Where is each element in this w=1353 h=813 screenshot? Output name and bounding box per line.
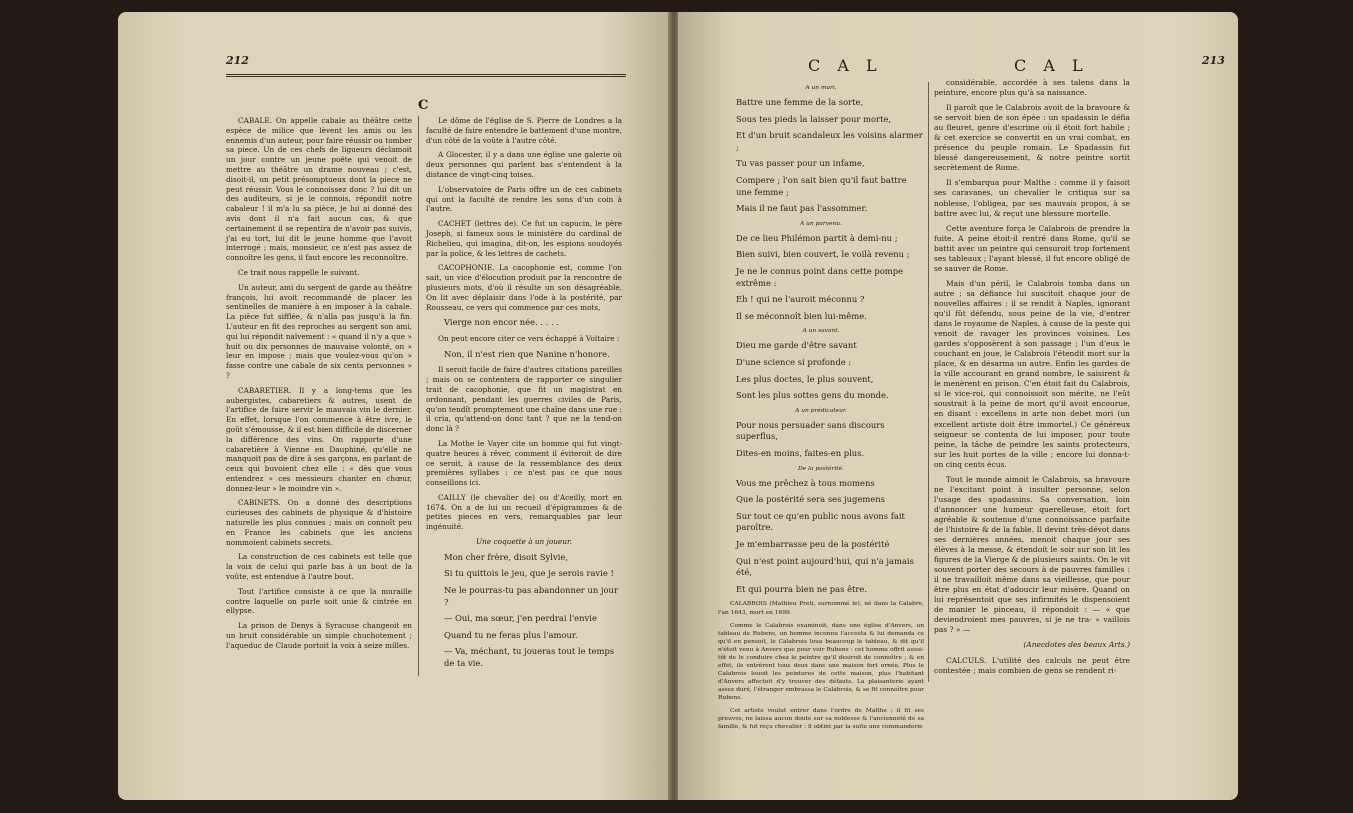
paragraph: CAILLY (le chevalier de) ou d'Aceilly, mort en 1674. On a de lui un recueil d'épigrammes & de petites pieces en vers, remarquables par leur ingénuité. — [426, 492, 622, 532]
verse-line: — Oui, ma sœur, j'en perdrai l'envie — [444, 613, 597, 624]
paragraph: Ce trait nous rappelle le suivant. — [238, 267, 360, 277]
paragraph: La prison de Denys à Syracuse changeoit en un bruit considérable un simple chuchotement ; l'aqueduc de Claude portoit la voix à seize milles. — [226, 621, 412, 650]
paragraph: A Glocester, il y a dans une église une galerie où deux personnes qui parlent bas s'entendent à la distance de vingt-cinq toises. — [426, 150, 622, 179]
paragraph: Il paroît que le Calabrois avoit de la bravoure & se servoit bien de son épée : un spadassin le défia au fleuret, genre d'escrime où il étoit fort habile ; & cet exercice se convertit en un vrai combat, en présence du peuple romain. Le Spadassin fut blessé dangereusement, & notre peintre sortit secrètement de Rome. — [934, 103, 1130, 173]
right-column-1 — [718, 84, 924, 736]
verse-line: Mais il ne faut pas l'assommer. — [736, 203, 868, 214]
verse-title: De la postérité. — [798, 465, 844, 472]
verse-line: Sous tes pieds la laisser pour morte, — [736, 113, 892, 124]
verse-line: Dieu me garde d'être savant — [736, 340, 857, 351]
verse-line: Sont les plus sottes gens du monde. — [736, 390, 889, 401]
paragraph: CACHET (lettres de). Ce fut un capucin, le père Joseph, si fameux sous le ministère du cardinal de Richelieu, qui imagina, dit-on, les espions soudoyés par la police, & les lettres de cachets. — [426, 219, 622, 258]
verse-line: Vierge non encor née. . . . . — [444, 317, 560, 328]
verse-line: De ce lieu Philémon partit à demi-nu ; — [736, 232, 898, 243]
verse-line: Quand tu ne feras plus l'amour. — [444, 629, 578, 640]
paragraph: Tout l'artifice consiste à ce que la muraille contre laquelle on parle soit unie & cintrée en ellypse. — [226, 586, 412, 616]
verse-line: Il se méconnoît bien lui-même. — [736, 310, 867, 321]
right-page — [678, 12, 1238, 800]
verse-line: Ne le pourras-tu pas abandonner un jour ? — [444, 585, 618, 607]
verse-line: Qui n'est point aujourd'hui, qui n'a jamais été, — [736, 555, 914, 578]
verse-line: Non, il n'est rien que Nanine n'honore. — [444, 348, 610, 359]
verse-line: Si tu quittois le jeu, que je serois ravie ! — [444, 568, 614, 579]
verse-title: A un savant. — [802, 328, 840, 335]
verse-line: Battre une femme de la sorte, — [736, 97, 864, 108]
verse-line: Vous me prêchez à tous momens — [736, 477, 875, 488]
header-rule — [226, 74, 626, 77]
paragraph: CALCULS. L'utilité des calculs ne peut être contestée ; mais combien de gens se rendent ri- — [934, 655, 1130, 675]
left-page — [118, 12, 670, 800]
paragraph: considérable, accordée à ses talens dans la peinture, encore plus qu'à sa naissance. — [934, 78, 1130, 98]
paragraph: Mais d'un péril, le Calabrois tomba dans un autre ; sa défiance lui suscitoit chaque jour de nouvelles affaires : il se rendit à Naples, ignorant qu'il fût défendu, sous peine de la vie, d'entrer dans le royaume de Naples, à cause de la peste qui venoit de ravager les provinces voisines. Les gardes s'opposèrent à son passage ; l'un d'eux le couchant en joue, le Calabrois l'étendit mort sur la place, & en désarma un autre. Enfin les gardes de la ville accourant en grand nombre, le saisirent & le menèrent en prison. C'en étoit fait du Calabrois, si le vice-roi, qui connoissoit son mérite, ne l'eût soustrait à la peine de mort qu'il avoit encourue, en disant : excellens in arte non debet mori (un excellent artiste doit être immortel.) Ce généreux seigneur se contenta de lui imposer, pour toute peine, la tâche de peindre les saints protecteurs, sur les huit portes de la ville ; encore lui donna-t-on cinq cents écus. — [934, 278, 1130, 469]
verse-line: — Va, méchant, tu joueras tout le temps de ta vie. — [444, 646, 615, 669]
verse-line: Pour nous persuader sans discours superflus, — [736, 419, 885, 442]
verse-title: A un mari. — [805, 85, 837, 91]
page-number: 213 — [1202, 54, 1225, 67]
paragraph: Le dôme de l'église de S. Pierre de Londres a la faculté de faire entendre le battement d'une montre, d'un côté de la voûte à l'autre côté. — [426, 116, 622, 145]
paragraph: Comme le Calabrois examinoit, dans une église d'Anvers, un tableau de Rubens, un homme inconnu l'accosta & lui demanda ce qu'il en pensoit, le Calabrois loua beaucoup le tableau, & dit qu'il n'étoit venu à Anvers que pour voir Rubens : cet homme offrit aussi-tôt de le conduire chez le peintre qu'il desiroit de connoître ; & en effet, ils entrèrent tous deux dans une maison fort ornée. Plus le Calabrois louoit les peintures de cette maison, plus l'habitant d'Anvers affectoit d'y trouver des défauts. La plaisanterie ayant assez duré, l'étranger embrassa le Calabrois, & se fit connoître pour Rubens. — [718, 622, 924, 701]
paragraph: CABINETS. On a donné des descriptions curieuses des cabinets de physique & d'histoire naturelle les plus connues ; mais on connoît peu en France les cabinets que les anciens nommoient cabinets secrets. — [226, 498, 412, 547]
running-head: C A L — [808, 56, 883, 75]
verse-title: A un parvenu. — [800, 220, 842, 227]
verse-line: Et qui pourra bien ne pas être. — [736, 583, 868, 594]
verse-line: D'une science si profonde : — [736, 357, 852, 368]
verse-line: Et d'un bruit scandaleux les voisins alarmer ; — [736, 130, 923, 152]
verse-line: Je ne le connus point dans cette pompe extrême : — [736, 266, 904, 288]
paragraph: CABALE. On appelle cabale au théâtre cette espèce de milice que lèvent les amis ou les ennemis d'un auteur, pour faire réussir ou tomber sa piece. Un de ces chefs de ligueurs déclamoit un jour contre un jeune poëte qui venoit de mettre au théâtre un drame nouveau ; c'est, disoit-il, un petit présomptueux dont la piece ne peut réussir. Vous le connoissez donc ? lui dit un des auditeurs, si je le connois, répondit notre cabaleur ! il m'a lu sa pièce, je lui ai donné des avis dont il n'a fait aucun cas, & que certainement il se repentira de n'avoir pas suivis, j'ai eu tort, lui dit le jeune homme que l'avoit interrogé ; mais, monsieur, ce n'est pas assez de connoître les gens, il faut encore les reconnoître. — [226, 116, 412, 263]
page-number: 212 — [226, 54, 249, 67]
verse-line: Que la postérité sera ses jugemens — [736, 494, 885, 505]
paragraph: Il s'embarqua pour Malthe : comme il y faisoit ses caravanes, un chevalier le critiqua sur sa noblesse, l'obligea, par ses mauvais propos, à se battre avec lui, & reçut une blessure mortelle. — [934, 178, 1130, 218]
paragraph: Il seroit facile de faire d'autres citations pareilles ; mais on se contentera de rapporter ce singulier trait de cacophonie, que fit un magistrat en ordonnant, pendant les guerres civiles de Paris, qu'on tendît promptement une chaîne dans une rue : il cria, qu'attend-on donc tant ? que ne la tend-on donc là ? — [426, 365, 622, 434]
source-reference: (Anecdotes des beaux Arts.) — [1023, 640, 1130, 650]
verse-line: Sur tout ce qu'en public nous avons fait paroître. — [736, 510, 905, 533]
verse-line: Mon cher frère, disoit Sylvie, — [444, 551, 568, 562]
running-head: C A L — [1014, 56, 1089, 75]
paragraph: On peut encore citer ce vers échappé à Voltaire : — [438, 333, 620, 343]
verse-title: A un prédicateur. — [795, 407, 847, 414]
section-letter: C — [418, 98, 429, 113]
paragraph: Cet artiste voulut entrer dans l'ordre de Malthe ; il fit ses preuves, ne laissa aucun doute sur sa noblesse & l'ancienneté de sa famille, & fut reçu chevalier : il obtint par la suite une commanderie — [718, 708, 924, 731]
paragraph: CABARETIER. Il y a long-tems que les aubergistes, cabaretiers & autres, usent de l'artifice de faire servir le mauvais vin le dernier. En effet, lorsque l'on commence à être ivre, le goût s'émousse, & il est bien difficile de discerner la différence des vins. On rapporte d'une cabaretière à Vienne en Dauphiné, qu'elle ne manquoit pas de dire à ses garçons, en parlant de ceux qui buvoient chez elle : « dès que vous entendrez » ces messieurs chanter en chœur, donnez-leur » le moindre vin ». — [226, 385, 412, 493]
left-column-1 — [226, 116, 412, 656]
column-divider — [418, 116, 419, 676]
verse-line: Dites-en moins, faites-en plus. — [736, 448, 865, 459]
paragraph: Un auteur, ami du sergent de garde au théâtre françois, lui avoit recommandé de placer les sentinelles de manière à en imposer à la cabale. La pièce fut sifflée, & n'alla pas jusqu'à la fin. L'auteur en fit des reproches au sergent son ami, qui lui répondit naïvement : « quand il n'y a que » huit ou dix personnes de mauvaise volonté, on » leur en impose ; mais que voulez-vous qu'on » fasse contre une cabale de six cents personnes » ? — [226, 282, 412, 380]
verse-line: Tu vas passer pour un infame, — [736, 158, 865, 169]
verse-title: Une coquette à un joueur. — [476, 537, 572, 547]
paragraph: La Mothe le Vayer cite un homme qui fut vingt-quatre heures à rêver, comment il éviteroit de dire ce seroit, à cause de la ressemblance des deux premières syllabes : ce n'est pas ce que nous conseillons ici. — [426, 438, 622, 488]
verse-line: Bien suivi, bien couvert, le voilà revenu ; — [736, 249, 910, 260]
paragraph: CALABROIS (Mathieu Preti, surnommé le), né dans la Calabre, l'an 1643, mort en 1699. — [718, 601, 924, 616]
right-column-2 — [934, 78, 1130, 681]
paragraph: La construction de ces cabinets est telle que la voix de celui qui parle bas à un bout de la voûte, est entendue à l'autre bout. — [226, 552, 412, 582]
paragraph: Cette aventure força le Calabrois de prendre la fuite. A peine étoit-il rentré dans Rome, qu'il se battit avec un peintre qui censuroit trop fortement ses tableaux ; l'ayant blessé, il fut encore obligé de se sauver de Rome. — [934, 223, 1130, 273]
verse-line: Compere ; l'on sait bien qu'il faut battre une femme ; — [736, 175, 907, 197]
verse-line: Eh ! qui ne l'auroit méconnu ? — [736, 294, 865, 305]
paragraph: L'observatoire de Paris offre un de ces cabinets qui ont la faculté de rendre les sons d'un coin à l'autre. — [426, 184, 622, 214]
paragraph: Tout le monde aimoit le Calabrois, sa bravoure ne l'excitant point à insulter personne, selon l'usage des spadassins. Sa conversation, loin d'annoncer une humeur querelleuse, étoit fort agréable & soutenue d'une connoissance parfaite de l'histoire & de la fable. Il devint très-dévot dans ses dernières années, menoit chaque jour ses élèves à la messe, & étendoit le soir sur son lit les figures de la Vierge & de plusieurs saints. On le vit souvent porter des secours à de pauvres familles : il ne travailloit même dans sa vieillesse, que pour être plus en état d'adoucir leur misère. Quand on lui représentoit que ses infirmités le dispensoient de manier le pinceau, il répondoit : — « que deviendroient mes pauvres, si je ne tra- » vaillois pas ? » — — [934, 474, 1130, 635]
verse-line: Je m'embarrasse peu de la postérité — [736, 539, 890, 550]
verse-line: Les plus doctes, le plus souvent, — [736, 373, 874, 384]
paragraph: CACOPHONIE. La cacophonie est, comme l'on sait, un vice d'élocution produit par la rencontre de plusieurs mots, d'où il résulte un son désagréable. On lit avec déplaisir dans l'ode à la postérité, par Rousseau, ce vers qui commence par ces mots, — [426, 263, 622, 312]
left-column-2 — [426, 116, 622, 675]
column-divider — [928, 82, 929, 682]
